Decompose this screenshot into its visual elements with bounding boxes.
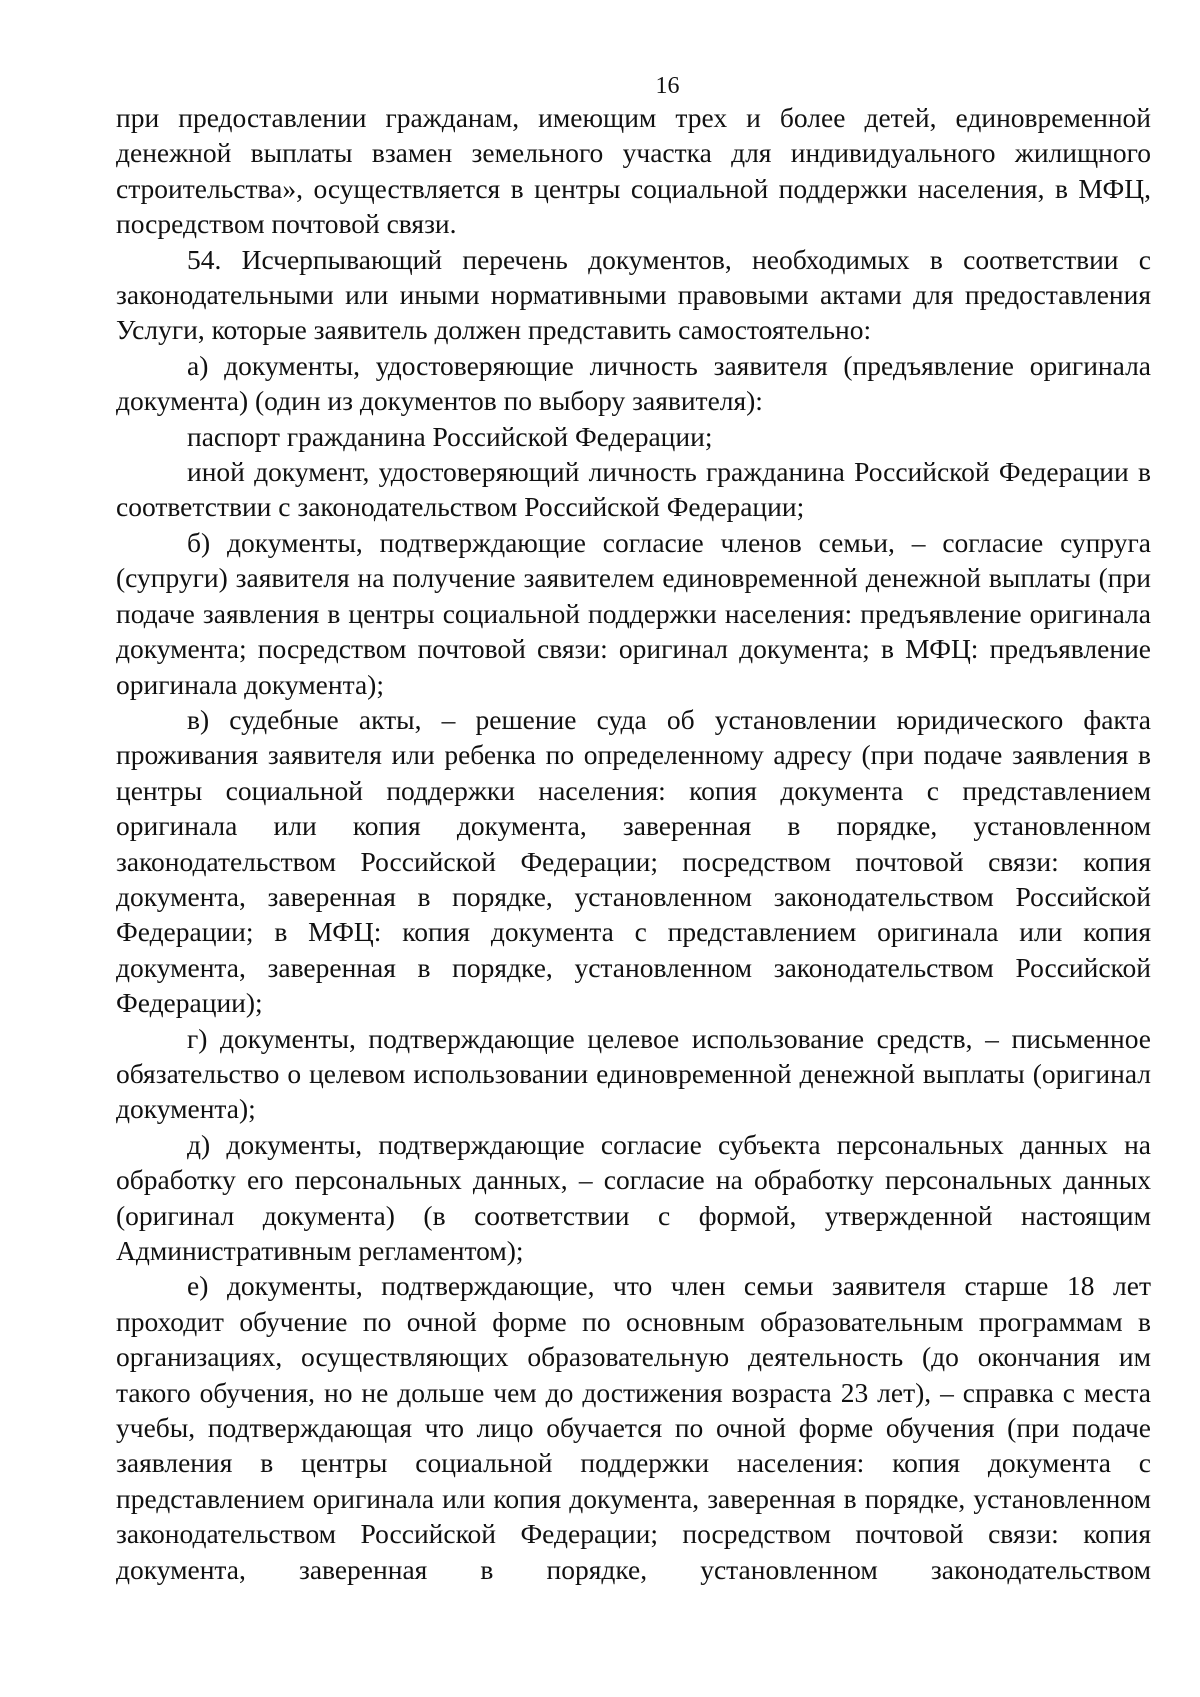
paragraph-subitem-g: г) документы, подтверждающие целевое использование средств, – письменное обязательство о целевом использовании единовременной денежной выплаты (оригинал документа); [116, 1022, 1151, 1125]
paragraph-subitem-e: е) документы, подтверждающие, что член семьи заявителя старше 18 лет проходит обучение по очной форме по основным образовательным программам в организациях, осуществляющих образовательную деятельность (до окончания им такого обучения, но не дольше чем до достижения возраста 23 лет), – справка с места учебы, подтверждающая что лицо обучается по очной форме обучения (при подаче заявления в центры социальной поддержки населения: копия документа с представлением оригинала или копия документа, заверенная в порядке, установленном законодательством Российской Федерации; посредством почтовой связи: копия документа, заверенная в порядке, установленном законодательством [116, 1270, 1151, 1585]
paragraph-passport: паспорт гражданина Российской Федерации; [187, 420, 713, 452]
paragraph-other-id: иной документ, удостоверяющий личность гражданина Российской Федерации в соответствии с законодательством Российской Федерации; [116, 456, 1151, 523]
paragraph-item-54: 54. Исчерпывающий перечень документов, необходимых в соответствии с законодательными или иными нормативными правовыми актами для предоставления Услуги, которые заявитель должен представить самостоятельно: [116, 243, 1151, 346]
paragraph-subitem-v: в) судебные акты, – решение суда об установлении юридического факта проживания заявителя или ребенка по определенному адресу (при подаче заявления в центры социальной поддержки населения: копия документа с представлением оригинала или копия документа, заверенная в порядке, установленном законодательством Российской Федерации; посредством почтовой связи: копия документа, заверенная в порядке, установленном законодательством Российской Федерации; в МФЦ: копия документа с представлением оригинала или копия документа, заверенная в порядке, установленном законодательством Российской Федерации); [116, 703, 1151, 1019]
paragraph-subitem-a: а) документы, удостоверяющие личность заявителя (предъявление оригинала документа) (один из документов по выбору заявителя): [116, 349, 1151, 417]
page-number: 16 [655, 73, 680, 99]
paragraph-subitem-b: б) документы, подтверждающие согласие членов семьи, – согласие супруга (супруги) заявителя на получение заявителем единовременной денежной выплаты (при подаче заявления в центры социальной поддержки населения: предъявление оригинала документа; посредством почтовой связи: оригинал документа; в МФЦ: предъявление оригинала документа); [116, 526, 1151, 700]
document-body [116, 100, 1151, 1587]
paragraph-subitem-d: д) документы, подтверждающие согласие субъекта персональных данных на обработку его персональных данных, – согласие на обработку персональных данных (оригинал документа) (в соответствии с формой, утвержденной настоящим Административным регламентом); [116, 1128, 1151, 1266]
paragraph-continuation: при предоставлении гражданам, имеющим трех и более детей, единовременной денежной выплаты взамен земельного участка для индивидуального жилищного строительства», осуществляется в центры социальной поддержки населения, в МФЦ, посредством почтовой связи. [116, 102, 1151, 240]
